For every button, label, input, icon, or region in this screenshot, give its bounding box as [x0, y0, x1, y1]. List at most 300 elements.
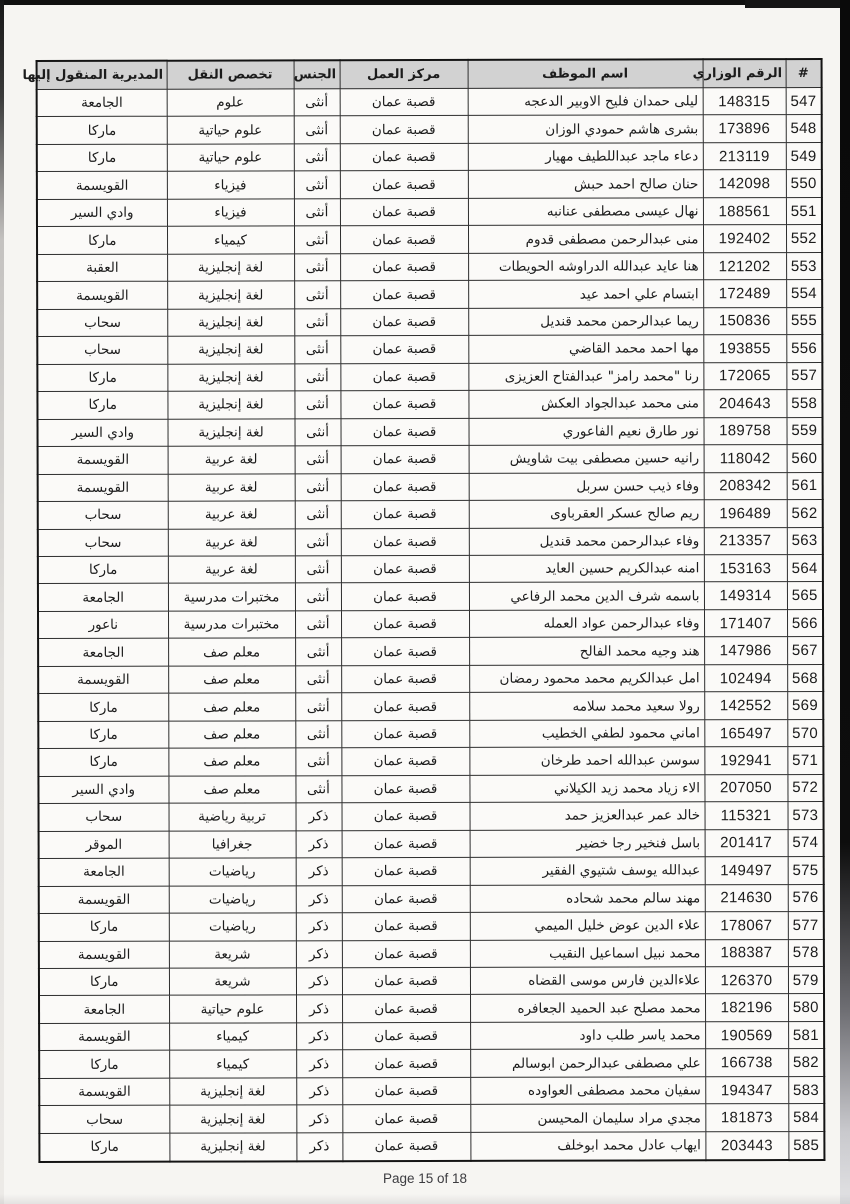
- cell-ministry-number: 190569: [705, 1022, 788, 1050]
- cell-ministry-number: 118042: [704, 445, 787, 473]
- cell-gender: أنثى: [295, 446, 341, 474]
- cell-index: 561: [787, 472, 823, 500]
- cell-destination-directorate: ماركا: [38, 556, 168, 584]
- scan-artifact-top-edge: [0, 0, 850, 5]
- scan-artifact-bottom-shadow: [0, 1194, 850, 1204]
- cell-employee-name: علاءالدين فارس موسى القضاه: [470, 967, 705, 995]
- cell-index: 574: [788, 829, 824, 857]
- cell-destination-directorate: ماركا: [37, 144, 167, 172]
- cell-ministry-number: 142552: [704, 692, 787, 720]
- table-row: [38, 609, 823, 639]
- cell-transfer-specialty: معلم صف: [168, 693, 295, 721]
- cell-employee-name: رانيه حسين مصطفى بيت شاويش: [469, 445, 704, 473]
- table-row: [39, 884, 824, 914]
- cell-transfer-specialty: فيزياء: [167, 199, 294, 227]
- cell-gender: أنثى: [295, 638, 341, 666]
- cell-destination-directorate: سحاب: [37, 309, 167, 337]
- table-row: [39, 802, 824, 832]
- cell-gender: أنثى: [295, 693, 341, 721]
- cell-index: 564: [787, 554, 823, 582]
- cell-destination-directorate: سحاب: [37, 336, 167, 364]
- cell-employee-name: رنا "محمد رامز" عبدالفتاح العزيزى: [468, 362, 703, 390]
- cell-work-center: قصبة عمان: [342, 995, 470, 1023]
- cell-employee-name: علاء الدين عوض خليل الميمي: [470, 912, 705, 940]
- cell-destination-directorate: وادي السير: [37, 419, 167, 447]
- cell-index: 551: [786, 197, 822, 225]
- cell-employee-name: امنه عبدالكريم حسين العايد: [469, 555, 704, 583]
- cell-destination-directorate: العقبة: [37, 254, 167, 282]
- cell-employee-name: هند وجيه محمد الفالح: [469, 637, 704, 665]
- cell-ministry-number: 192941: [704, 747, 787, 775]
- cell-transfer-specialty: لغة إنجليزية: [167, 254, 294, 282]
- table-row: [38, 664, 823, 694]
- cell-destination-directorate: ماركا: [39, 1051, 169, 1079]
- cell-employee-name: مجدي مراد سليمان المحيسن: [470, 1104, 705, 1132]
- cell-transfer-specialty: معلم صف: [168, 748, 295, 776]
- cell-employee-name: حنان صالح احمد حبش: [468, 170, 703, 198]
- cell-employee-name: منى عبدالرحمن مصطفى قدوم: [468, 225, 703, 253]
- cell-index: 556: [786, 335, 822, 363]
- cell-transfer-specialty: لغة إنجليزية: [169, 1078, 296, 1106]
- cell-ministry-number: 172065: [703, 362, 786, 390]
- cell-work-center: قصبة عمان: [340, 226, 468, 254]
- cell-ministry-number: 182196: [705, 994, 788, 1022]
- cell-index: 577: [788, 912, 824, 940]
- page-number-footer: Page 15 of 18: [382, 1171, 468, 1186]
- cell-transfer-specialty: رياضيات: [169, 913, 296, 941]
- table-row: [38, 554, 823, 584]
- header-destination-directorate: المديرية المنقول إليها: [37, 61, 167, 90]
- cell-destination-directorate: القويسمة: [38, 474, 168, 502]
- cell-work-center: قصبة عمان: [341, 473, 469, 501]
- cell-transfer-specialty: لغة إنجليزية: [167, 418, 294, 446]
- cell-gender: ذكر: [296, 858, 342, 886]
- cell-gender: أنثى: [295, 583, 341, 611]
- cell-ministry-number: 194347: [705, 1076, 788, 1104]
- table-row: [39, 994, 824, 1024]
- cell-ministry-number: 203443: [705, 1131, 788, 1160]
- cell-transfer-specialty: جغرافيا: [169, 831, 296, 859]
- cell-work-center: قصبة عمان: [341, 528, 469, 556]
- cell-employee-name: خالد عمر عبدالعزيز حمد: [470, 802, 705, 830]
- cell-ministry-number: 189758: [703, 417, 786, 445]
- cell-transfer-specialty: لغة عربية: [168, 501, 295, 529]
- cell-ministry-number: 121202: [703, 252, 786, 280]
- table-row: [37, 335, 822, 365]
- cell-work-center: قصبة عمان: [340, 363, 468, 391]
- cell-destination-directorate: ماركا: [38, 693, 168, 721]
- cell-index: 550: [786, 170, 822, 198]
- cell-transfer-specialty: معلم صف: [168, 721, 295, 749]
- header-ministry-number: الرقم الوزاري: [703, 59, 786, 88]
- cell-work-center: قصبة عمان: [342, 912, 470, 940]
- cell-employee-name: ريما عبدالرحمن محمد قنديل: [468, 308, 703, 336]
- table-row: [39, 829, 824, 859]
- table-row: [38, 472, 823, 502]
- table-row: [37, 307, 822, 337]
- cell-transfer-specialty: لغة إنجليزية: [167, 281, 294, 309]
- cell-destination-directorate: ناعور: [38, 611, 168, 639]
- cell-employee-name: ابتسام علي احمد عيد: [468, 280, 703, 308]
- cell-index: 566: [787, 609, 823, 637]
- cell-index: 569: [787, 692, 823, 720]
- cell-transfer-specialty: لغة عربية: [168, 556, 295, 584]
- table-row: [37, 170, 822, 200]
- cell-ministry-number: 171407: [704, 609, 787, 637]
- cell-work-center: قصبة عمان: [340, 281, 468, 309]
- cell-transfer-specialty: كيمياء: [169, 1050, 296, 1078]
- cell-work-center: قصبة عمان: [340, 336, 468, 364]
- cell-transfer-specialty: معلم صف: [168, 776, 295, 804]
- cell-transfer-specialty: لغة عربية: [168, 446, 295, 474]
- cell-index: 581: [788, 1021, 824, 1049]
- cell-index: 578: [788, 939, 824, 967]
- cell-ministry-number: 188387: [705, 939, 788, 967]
- cell-destination-directorate: الموقر: [39, 831, 169, 859]
- table-row: [38, 637, 823, 667]
- cell-ministry-number: 188561: [703, 197, 786, 225]
- cell-ministry-number: 115321: [705, 802, 788, 830]
- cell-gender: ذكر: [296, 885, 342, 913]
- cell-index: 552: [786, 225, 822, 253]
- cell-transfer-specialty: تربية رياضية: [169, 803, 296, 831]
- cell-employee-name: هنا عايد عبدالله الدراوشه الحويطات: [468, 253, 703, 281]
- cell-work-center: قصبة عمان: [341, 610, 469, 638]
- cell-employee-name: منى محمد عبدالجواد العكش: [468, 390, 703, 418]
- cell-index: 560: [787, 445, 823, 473]
- table-row: [37, 142, 822, 172]
- cell-employee-name: محمد نبيل اسماعيل النقيب: [470, 939, 705, 967]
- cell-work-center: قصبة عمان: [340, 198, 468, 226]
- cell-ministry-number: 147986: [704, 637, 787, 665]
- cell-employee-name: عبدالله يوسف شتيوي الفقير: [470, 857, 705, 885]
- cell-gender: أنثى: [294, 418, 340, 446]
- cell-work-center: قصبة عمان: [340, 253, 468, 281]
- cell-index: 584: [788, 1104, 824, 1132]
- cell-gender: أنثى: [294, 336, 340, 364]
- cell-employee-name: محمد مصلح عبد الحميد الجعافره: [470, 994, 705, 1022]
- cell-index: 567: [787, 637, 823, 665]
- cell-index: 585: [788, 1131, 824, 1160]
- cell-transfer-specialty: لغة إنجليزية: [167, 364, 294, 392]
- cell-work-center: قصبة عمان: [342, 940, 470, 968]
- cell-ministry-number: 181873: [705, 1104, 788, 1132]
- cell-gender: أنثى: [294, 144, 340, 172]
- cell-employee-name: الاء زياد محمد زيد الكيلاني: [469, 775, 704, 803]
- table-row: [39, 1021, 824, 1051]
- cell-employee-name: ايهاب عادل محمد ابوخلف: [470, 1132, 705, 1161]
- table-row: [39, 1076, 824, 1106]
- header-index: #: [786, 59, 822, 88]
- cell-gender: ذكر: [296, 803, 342, 831]
- table-row: [37, 197, 822, 227]
- cell-employee-name: رولا سعيد محمد سلامه: [469, 692, 704, 720]
- cell-gender: أنثى: [294, 363, 340, 391]
- scan-artifact-left-edge: [0, 0, 4, 1204]
- cell-destination-directorate: القويسمة: [39, 1078, 169, 1106]
- cell-transfer-specialty: شريعة: [169, 940, 296, 968]
- cell-destination-directorate: سحاب: [38, 529, 168, 557]
- cell-destination-directorate: الجامعة: [37, 89, 167, 117]
- cell-ministry-number: 165497: [704, 719, 787, 747]
- cell-employee-name: بشرى هاشم حمودي الوزان: [468, 115, 703, 143]
- cell-employee-name: نهال عيسى مصطفى عنانبه: [468, 198, 703, 226]
- cell-destination-directorate: ماركا: [39, 1133, 169, 1162]
- cell-destination-directorate: وادي السير: [37, 199, 167, 227]
- header-transfer-specialty: تخصص النقل: [167, 60, 294, 89]
- cell-work-center: قصبة عمان: [341, 555, 469, 583]
- cell-ministry-number: 126370: [705, 967, 788, 995]
- cell-transfer-specialty: لغة إنجليزية: [169, 1105, 296, 1133]
- cell-employee-name: علي مصطفى عبدالرحمن ابوسالم: [470, 1049, 705, 1077]
- cell-gender: أنثى: [295, 721, 341, 749]
- cell-transfer-specialty: لغة عربية: [168, 473, 295, 501]
- table-row: [37, 280, 822, 310]
- employee-transfer-table: [22, 58, 826, 1163]
- cell-gender: ذكر: [296, 940, 342, 968]
- cell-gender: أنثى: [295, 473, 341, 501]
- cell-ministry-number: 142098: [703, 170, 786, 198]
- table-row: [38, 527, 823, 557]
- table-row: [39, 1104, 824, 1134]
- cell-destination-directorate: القويسمة: [39, 1023, 169, 1051]
- cell-index: 563: [787, 527, 823, 555]
- cell-transfer-specialty: رياضيات: [169, 858, 296, 886]
- scan-artifact-top-blot: [745, 0, 840, 8]
- cell-index: 559: [786, 417, 822, 445]
- cell-work-center: قصبة عمان: [341, 748, 469, 776]
- cell-ministry-number: 150836: [703, 307, 786, 335]
- cell-transfer-specialty: علوم حياتية: [169, 995, 296, 1023]
- cell-employee-name: باسمه شرف الدين محمد الرفاعي: [469, 582, 704, 610]
- cell-destination-directorate: ماركا: [38, 748, 168, 776]
- cell-employee-name: وفاء عبدالرحمن عواد العمله: [469, 610, 704, 638]
- cell-gender: أنثى: [294, 89, 340, 117]
- table-row: [39, 1049, 824, 1079]
- cell-ministry-number: 193855: [703, 335, 786, 363]
- cell-gender: أنثى: [295, 666, 341, 694]
- cell-destination-directorate: ماركا: [37, 227, 167, 255]
- cell-index: 583: [788, 1076, 824, 1104]
- cell-index: 562: [787, 500, 823, 528]
- cell-employee-name: دعاء ماجد عبداللطيف مهيار: [468, 143, 703, 171]
- cell-transfer-specialty: كيمياء: [167, 226, 294, 254]
- cell-employee-name: سوسن عبدالله احمد طرخان: [469, 747, 704, 775]
- table-row: [38, 719, 823, 749]
- cell-destination-directorate: ماركا: [39, 968, 169, 996]
- cell-employee-name: نور طارق نعيم الفاعوري: [468, 417, 703, 445]
- cell-work-center: قصبة عمان: [340, 418, 468, 446]
- cell-ministry-number: 201417: [705, 829, 788, 857]
- cell-transfer-specialty: لغة إنجليزية: [167, 391, 294, 419]
- cell-gender: أنثى: [294, 254, 340, 282]
- cell-work-center: قصبة عمان: [342, 1105, 470, 1133]
- cell-work-center: قصبة عمان: [340, 391, 468, 419]
- cell-destination-directorate: الجامعة: [39, 996, 169, 1024]
- table-row: [39, 912, 824, 942]
- cell-work-center: قصبة عمان: [341, 500, 469, 528]
- cell-destination-directorate: ماركا: [38, 721, 168, 749]
- cell-gender: أنثى: [295, 775, 341, 803]
- cell-work-center: قصبة عمان: [341, 693, 469, 721]
- cell-index: 555: [786, 307, 822, 335]
- table-header-row: [37, 59, 822, 90]
- cell-transfer-specialty: لغة عربية: [168, 528, 295, 556]
- cell-gender: أنثى: [295, 611, 341, 639]
- cell-ministry-number: 214630: [705, 884, 788, 912]
- cell-work-center: قصبة عمان: [342, 1132, 470, 1161]
- table-row: [37, 362, 822, 392]
- cell-index: 573: [788, 802, 824, 830]
- cell-ministry-number: 166738: [705, 1049, 788, 1077]
- cell-destination-directorate: وادي السير: [38, 776, 168, 804]
- cell-destination-directorate: الجامعة: [38, 639, 168, 667]
- cell-ministry-number: 172489: [703, 280, 786, 308]
- cell-gender: أنثى: [294, 171, 340, 199]
- cell-gender: أنثى: [295, 556, 341, 584]
- table-header: [22, 59, 822, 90]
- cell-transfer-specialty: علوم حياتية: [167, 144, 294, 172]
- header-employee-name: اسم الموظف: [468, 59, 703, 88]
- cell-index: 548: [786, 115, 822, 143]
- cell-work-center: قصبة عمان: [342, 1050, 470, 1078]
- cell-gender: أنثى: [294, 308, 340, 336]
- table-row: [37, 87, 822, 117]
- cell-index: 575: [788, 857, 824, 885]
- cell-index: 558: [786, 390, 822, 418]
- cell-destination-directorate: ماركا: [37, 117, 167, 145]
- cell-destination-directorate: ماركا: [37, 391, 167, 419]
- cell-work-center: قصبة عمان: [342, 803, 470, 831]
- cell-work-center: قصبة عمان: [340, 116, 468, 144]
- cell-gender: أنثى: [294, 116, 340, 144]
- cell-gender: ذكر: [296, 1133, 342, 1162]
- cell-index: 553: [786, 252, 822, 280]
- cell-gender: أنثى: [294, 391, 340, 419]
- cell-ministry-number: 192402: [703, 225, 786, 253]
- transfer-list-table-container: [22, 58, 826, 1163]
- cell-gender: أنثى: [294, 199, 340, 227]
- cell-index: 582: [788, 1049, 824, 1077]
- cell-destination-directorate: القويسمة: [38, 446, 168, 474]
- cell-gender: ذكر: [296, 1050, 342, 1078]
- cell-index: 554: [786, 280, 822, 308]
- cell-destination-directorate: القويسمة: [39, 886, 169, 914]
- cell-transfer-specialty: مختبرات مدرسية: [168, 611, 295, 639]
- cell-employee-name: امل عبدالكريم محمد محمود رمضان: [469, 665, 704, 693]
- table-row: [38, 445, 823, 475]
- cell-work-center: قصبة عمان: [342, 1077, 470, 1105]
- table-row: [39, 966, 824, 996]
- cell-ministry-number: 213119: [703, 143, 786, 171]
- table-row: [38, 692, 823, 722]
- cell-work-center: قصبة عمان: [341, 720, 469, 748]
- cell-gender: ذكر: [296, 968, 342, 996]
- cell-transfer-specialty: شريعة: [169, 968, 296, 996]
- cell-work-center: قصبة عمان: [340, 143, 468, 171]
- cell-destination-directorate: القويسمة: [38, 666, 168, 694]
- cell-ministry-number: 178067: [705, 912, 788, 940]
- cell-employee-name: وفاء عبدالرحمن محمد قنديل: [469, 527, 704, 555]
- cell-transfer-specialty: مختبرات مدرسية: [168, 583, 295, 611]
- cell-transfer-specialty: علوم حياتية: [167, 116, 294, 144]
- cell-gender: ذكر: [296, 1105, 342, 1133]
- cell-gender: ذكر: [296, 913, 342, 941]
- cell-work-center: قصبة عمان: [341, 445, 469, 473]
- table-row: [37, 225, 822, 255]
- cell-employee-name: سفيان محمد مصطفى العواوده: [470, 1077, 705, 1105]
- cell-index: 576: [788, 884, 824, 912]
- cell-destination-directorate: الجامعة: [38, 584, 168, 612]
- cell-work-center: قصبة عمان: [341, 638, 469, 666]
- cell-employee-name: مهند سالم محمد شحاده: [470, 884, 705, 912]
- header-work-center: مركز العمل: [340, 60, 468, 89]
- cell-work-center: قصبة عمان: [340, 88, 468, 116]
- cell-index: 557: [786, 362, 822, 390]
- cell-ministry-number: 148315: [703, 88, 786, 116]
- cell-gender: ذكر: [296, 1023, 342, 1051]
- table-row: [37, 390, 822, 420]
- cell-transfer-specialty: لغة إنجليزية: [167, 336, 294, 364]
- cell-destination-directorate: القويسمة: [39, 941, 169, 969]
- cell-gender: أنثى: [294, 281, 340, 309]
- cell-transfer-specialty: رياضيات: [169, 885, 296, 913]
- table-row: [39, 939, 824, 969]
- cell-transfer-specialty: لغة إنجليزية: [167, 309, 294, 337]
- table-body: [37, 87, 825, 1162]
- cell-transfer-specialty: معلم صف: [168, 666, 295, 694]
- cell-work-center: قصبة عمان: [340, 308, 468, 336]
- cell-destination-directorate: ماركا: [37, 364, 167, 392]
- cell-employee-name: اماني محمود لطفي الخطيب: [469, 720, 704, 748]
- cell-work-center: قصبة عمان: [342, 858, 470, 886]
- cell-work-center: قصبة عمان: [341, 775, 469, 803]
- cell-ministry-number: 153163: [704, 555, 787, 583]
- cell-index: 571: [787, 747, 823, 775]
- cell-gender: أنثى: [295, 748, 341, 776]
- cell-work-center: قصبة عمان: [342, 1022, 470, 1050]
- table-row: [39, 1131, 824, 1162]
- cell-work-center: قصبة عمان: [340, 171, 468, 199]
- cell-index: 547: [786, 87, 822, 115]
- table-row: [38, 774, 823, 804]
- cell-index: 568: [787, 664, 823, 692]
- cell-ministry-number: 208342: [704, 472, 787, 500]
- cell-work-center: قصبة عمان: [342, 885, 470, 913]
- cell-ministry-number: 204643: [703, 390, 786, 418]
- cell-gender: أنثى: [295, 501, 341, 529]
- cell-ministry-number: 149314: [704, 582, 787, 610]
- table-row: [37, 252, 822, 282]
- table-row: [38, 500, 823, 530]
- cell-destination-directorate: القويسمة: [37, 281, 167, 309]
- cell-ministry-number: 207050: [704, 774, 787, 802]
- cell-destination-directorate: القويسمة: [37, 172, 167, 200]
- cell-gender: أنثى: [295, 528, 341, 556]
- header-gender: الجنس: [294, 60, 340, 89]
- table-row: [38, 582, 823, 612]
- cell-transfer-specialty: لغة إنجليزية: [169, 1133, 296, 1162]
- cell-destination-directorate: الجامعة: [39, 858, 169, 886]
- cell-destination-directorate: سحاب: [38, 501, 168, 529]
- cell-index: 572: [787, 774, 823, 802]
- cell-work-center: قصبة عمان: [342, 830, 470, 858]
- cell-ministry-number: 173896: [703, 115, 786, 143]
- cell-ministry-number: 213357: [704, 527, 787, 555]
- cell-index: 579: [788, 966, 824, 994]
- cell-index: 570: [787, 719, 823, 747]
- table-row: [37, 115, 822, 145]
